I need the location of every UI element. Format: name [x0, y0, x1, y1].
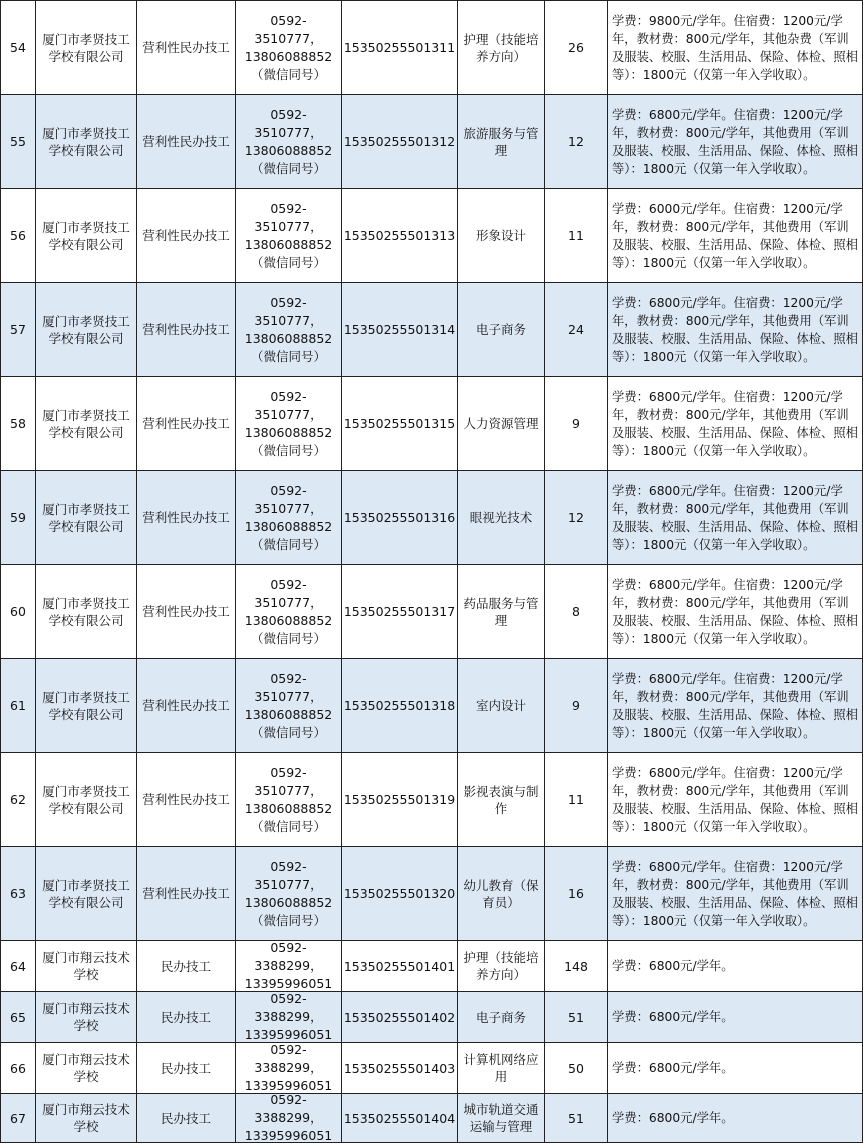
phone-line-1: 0592-3388299，: [254, 1094, 323, 1125]
contact-phone: [236, 1, 342, 94]
phone-line-3: （微信同号）: [250, 442, 326, 458]
phone-line-1: 0592-3510777，: [254, 482, 323, 516]
phone-line-3: （微信同号）: [250, 912, 326, 928]
phone-line-2: 13806088852: [244, 706, 333, 722]
school-type: 营利性民办技工: [137, 95, 236, 188]
major-code: 15350255501403: [342, 1043, 458, 1093]
contact-phone: [236, 471, 342, 564]
school-type: 民办技工: [137, 1043, 236, 1093]
phone-line-2: 13395996051: [244, 1128, 333, 1142]
table-row: [1, 847, 863, 941]
major-name: 影视表演与制作: [458, 753, 545, 846]
contact-phone: [236, 1043, 342, 1093]
school-name: 厦门市孝贤技工学校有限公司: [36, 753, 137, 846]
fee-description: 学费：6000元/学年。住宿费：1200元/学年，教材费：800元/学年，其他费用（军训及服装、校服、生活用品、保险、体检、照相等）：1800元（仅第一年入学收取）。: [608, 189, 863, 282]
phone-line-1: 0592-3510777，: [254, 200, 323, 234]
row-number: 64: [1, 941, 36, 991]
enrollment-plan: 51: [545, 1094, 608, 1142]
phone-line-1: 0592-3510777，: [254, 764, 323, 798]
phone-line-2: 13806088852: [244, 236, 333, 252]
school-type: 营利性民办技工: [137, 189, 236, 282]
enrollment-plan: 12: [545, 471, 608, 564]
major-code: 15350255501314: [342, 283, 458, 376]
phone-line-2: 13806088852: [244, 518, 333, 534]
row-number: 54: [1, 1, 36, 94]
phone-line-3: （微信同号）: [250, 818, 326, 834]
school-type: 民办技工: [137, 941, 236, 991]
major-name: 人力资源管理: [458, 377, 545, 470]
phone-line-2: 13395996051: [244, 1027, 333, 1042]
enrollment-plan: 51: [545, 992, 608, 1042]
school-name: 厦门市孝贤技工学校有限公司: [36, 471, 137, 564]
table-row: [1, 377, 863, 471]
phone-line-1: 0592-3388299，: [254, 941, 323, 973]
table-row: [1, 1, 863, 95]
phone-line-2: 13806088852: [244, 330, 333, 346]
row-number: 62: [1, 753, 36, 846]
fee-description: 学费：6800元/学年。住宿费：1200元/学年，教材费：800元/学年，其他费用（军训及服装、校服、生活用品、保险、体检、照相等）：1800元（仅第一年入学收取）。: [608, 565, 863, 658]
table-row: [1, 753, 863, 847]
phone-line-3: （微信同号）: [250, 348, 326, 364]
major-code: 15350255501315: [342, 377, 458, 470]
fee-description: 学费：6800元/学年。: [608, 941, 863, 991]
enrollment-plan: 11: [545, 753, 608, 846]
school-type: 民办技工: [137, 1094, 236, 1142]
major-name: 电子商务: [458, 992, 545, 1042]
school-type: 营利性民办技工: [137, 847, 236, 940]
school-type: 民办技工: [137, 992, 236, 1042]
major-name: 眼视光技术: [458, 471, 545, 564]
contact-phone: [236, 992, 342, 1042]
row-number: 55: [1, 95, 36, 188]
phone-line-3: （微信同号）: [250, 630, 326, 646]
phone-line-3: （微信同号）: [250, 724, 326, 740]
major-code: 15350255501311: [342, 1, 458, 94]
school-name: 厦门市孝贤技工学校有限公司: [36, 847, 137, 940]
school-name: 厦门市孝贤技工学校有限公司: [36, 377, 137, 470]
table-row: [1, 1043, 863, 1094]
fee-description: 学费：6800元/学年。住宿费：1200元/学年，教材费：800元/学年，其他费用（军训及服装、校服、生活用品、保险、体检、照相等）：1800元（仅第一年入学收取）。: [608, 659, 863, 752]
table-row: [1, 1094, 863, 1143]
phone-line-2: 13395996051: [244, 1078, 333, 1093]
table-row: [1, 471, 863, 565]
major-name: 护理（技能培养方向）: [458, 941, 545, 991]
row-number: 66: [1, 1043, 36, 1093]
row-number: 63: [1, 847, 36, 940]
enrollment-plan: 24: [545, 283, 608, 376]
contact-phone: [236, 1094, 342, 1142]
phone-line-1: 0592-3510777，: [254, 12, 323, 46]
phone-line-1: 0592-3510777，: [254, 106, 323, 140]
enrollment-plan: 148: [545, 941, 608, 991]
major-code: 15350255501320: [342, 847, 458, 940]
major-code: 15350255501312: [342, 95, 458, 188]
row-number: 56: [1, 189, 36, 282]
school-type: 营利性民办技工: [137, 377, 236, 470]
fee-description: 学费：6800元/学年。住宿费：1200元/学年，教材费：800元/学年，其他费用（军训及服装、校服、生活用品、保险、体检、照相等）：1800元（仅第一年入学收取）。: [608, 377, 863, 470]
contact-phone: [236, 189, 342, 282]
table-row: [1, 565, 863, 659]
school-name: 厦门市孝贤技工学校有限公司: [36, 1, 137, 94]
phone-line-3: （微信同号）: [250, 536, 326, 552]
major-code: 15350255501317: [342, 565, 458, 658]
school-name: 厦门市翔云技术学校: [36, 941, 137, 991]
school-type: 营利性民办技工: [137, 659, 236, 752]
phone-line-3: （微信同号）: [250, 66, 326, 82]
contact-phone: [236, 659, 342, 752]
phone-line-3: （微信同号）: [250, 254, 326, 270]
phone-line-2: 13806088852: [244, 142, 333, 158]
phone-line-2: 13806088852: [244, 48, 333, 64]
school-type: 营利性民办技工: [137, 1, 236, 94]
row-number: 58: [1, 377, 36, 470]
phone-line-2: 13395996051: [244, 976, 333, 991]
major-name: 旅游服务与管理: [458, 95, 545, 188]
row-number: 59: [1, 471, 36, 564]
school-type: 营利性民办技工: [137, 565, 236, 658]
phone-line-1: 0592-3510777，: [254, 670, 323, 704]
phone-line-1: 0592-3510777，: [254, 388, 323, 422]
major-name: 幼儿教育（保育员）: [458, 847, 545, 940]
enrollment-plan: 50: [545, 1043, 608, 1093]
school-name: 厦门市孝贤技工学校有限公司: [36, 189, 137, 282]
fee-description: 学费：6800元/学年。住宿费：1200元/学年，教材费：800元/学年，其他费用（军训及服装、校服、生活用品、保险、体检、照相等）：1800元（仅第一年入学收取）。: [608, 471, 863, 564]
school-type: 营利性民办技工: [137, 283, 236, 376]
phone-line-2: 13806088852: [244, 612, 333, 628]
major-code: 15350255501319: [342, 753, 458, 846]
row-number: 67: [1, 1094, 36, 1142]
table-row: [1, 189, 863, 283]
contact-phone: [236, 847, 342, 940]
table-row: [1, 659, 863, 753]
table-row: [1, 992, 863, 1043]
contact-phone: [236, 377, 342, 470]
contact-phone: [236, 941, 342, 991]
fee-description: 学费：6800元/学年。住宿费：1200元/学年，教材费：800元/学年，其他费用（军训及服装、校服、生活用品、保险、体检、照相等）：1800元（仅第一年入学收取）。: [608, 847, 863, 940]
fee-description: 学费：6800元/学年。住宿费：1200元/学年，教材费：800元/学年，其他费用（军训及服装、校服、生活用品、保险、体检、照相等）：1800元（仅第一年入学收取）。: [608, 753, 863, 846]
contact-phone: [236, 753, 342, 846]
contact-phone: [236, 95, 342, 188]
phone-line-3: （微信同号）: [250, 160, 326, 176]
school-type: 营利性民办技工: [137, 753, 236, 846]
enrollment-plan: 26: [545, 1, 608, 94]
phone-line-1: 0592-3510777，: [254, 858, 323, 892]
phone-line-2: 13806088852: [244, 424, 333, 440]
fee-description: 学费：6800元/学年。: [608, 1094, 863, 1142]
contact-phone: [236, 565, 342, 658]
enrollment-plan: 12: [545, 95, 608, 188]
major-name: 形象设计: [458, 189, 545, 282]
enrollment-plan: 9: [545, 659, 608, 752]
phone-line-2: 13806088852: [244, 894, 333, 910]
school-name: 厦门市翔云技术学校: [36, 992, 137, 1042]
school-name: 厦门市孝贤技工学校有限公司: [36, 95, 137, 188]
major-code: 15350255501402: [342, 992, 458, 1042]
major-code: 15350255501313: [342, 189, 458, 282]
enrollment-plan: 11: [545, 189, 608, 282]
major-name: 电子商务: [458, 283, 545, 376]
major-name: 室内设计: [458, 659, 545, 752]
major-code: 15350255501316: [342, 471, 458, 564]
phone-line-1: 0592-3388299，: [254, 992, 323, 1024]
school-name: 厦门市孝贤技工学校有限公司: [36, 283, 137, 376]
table-row: [1, 283, 863, 377]
phone-line-1: 0592-3510777，: [254, 294, 323, 328]
fee-description: 学费：6800元/学年。住宿费：1200元/学年，教材费：800元/学年，其他费用（军训及服装、校服、生活用品、保险、体检、照相等）：1800元（仅第一年入学收取）。: [608, 283, 863, 376]
major-code: 15350255501404: [342, 1094, 458, 1142]
table-row: [1, 941, 863, 992]
row-number: 65: [1, 992, 36, 1042]
fee-description: 学费：9800元/学年。住宿费：1200元/学年，教材费：800元/学年，其他杂费（军训及服装、校服、生活用品、保险、体检、照相等）：1800元（仅第一年入学收取）。: [608, 1, 863, 94]
major-name: 护理（技能培养方向）: [458, 1, 545, 94]
phone-line-1: 0592-3510777，: [254, 576, 323, 610]
row-number: 57: [1, 283, 36, 376]
school-name: 厦门市孝贤技工学校有限公司: [36, 565, 137, 658]
phone-line-1: 0592-3388299，: [254, 1043, 323, 1075]
row-number: 60: [1, 565, 36, 658]
contact-phone: [236, 283, 342, 376]
major-name: 药品服务与管理: [458, 565, 545, 658]
school-name: 厦门市翔云技术学校: [36, 1043, 137, 1093]
school-name: 厦门市翔云技术学校: [36, 1094, 137, 1142]
major-code: 15350255501318: [342, 659, 458, 752]
school-name: 厦门市孝贤技工学校有限公司: [36, 659, 137, 752]
table-row: [1, 95, 863, 189]
fee-description: 学费：6800元/学年。: [608, 1043, 863, 1093]
major-name: 城市轨道交通运输与管理: [458, 1094, 545, 1142]
row-number: 61: [1, 659, 36, 752]
phone-line-2: 13806088852: [244, 800, 333, 816]
fee-description: 学费：6800元/学年。住宿费：1200元/学年，教材费：800元/学年，其他费用（军训及服装、校服、生活用品、保险、体检、照相等）：1800元（仅第一年入学收取）。: [608, 95, 863, 188]
enrollment-plan: 8: [545, 565, 608, 658]
school-type: 营利性民办技工: [137, 471, 236, 564]
fee-description: 学费：6800元/学年。: [608, 992, 863, 1042]
major-name: 计算机网络应用: [458, 1043, 545, 1093]
enrollment-plan: 9: [545, 377, 608, 470]
major-code: 15350255501401: [342, 941, 458, 991]
enrollment-plan: 16: [545, 847, 608, 940]
